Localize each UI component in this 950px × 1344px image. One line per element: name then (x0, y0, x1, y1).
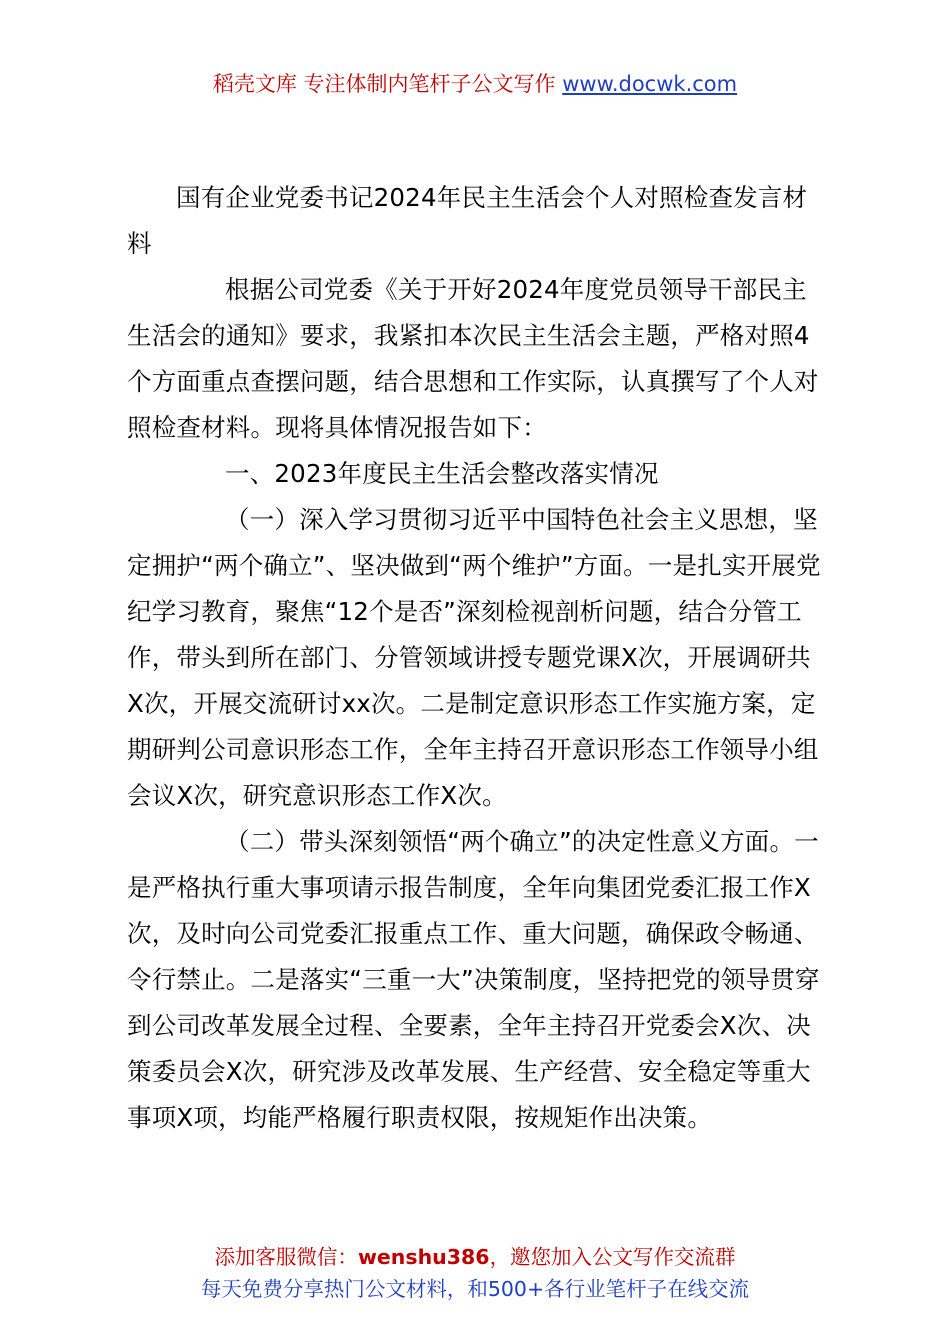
site-link[interactable]: www.docwk.com (562, 72, 738, 96)
document-body (127, 175, 827, 1141)
intro-paragraph: 根据公司党委《关于开好2024年度党员领导干部民主生活会的通知》要求，我紧扣本次民主生活会主题，严格对照4个方面重点查摆问题，结合思想和工作实际，认真撰写了个人对照检查材料。现将具体情况报告如下： (127, 275, 819, 442)
watermark-header (0, 68, 950, 98)
header-slogan: 稻壳文库 专注体制内笔杆子公文写作 (212, 72, 563, 96)
footer-wechat-id: wenshu386 (357, 1245, 490, 1269)
footer-wechat-prefix: 添加客服微信： (214, 1245, 358, 1269)
document-title: 国有企业党委书记2024年民主生活会个人对照检查发言材料 (127, 183, 808, 258)
footer-promo-line: 每天免费分享热门公文材料，和500+各行业笔杆子在线交流 (200, 1277, 750, 1301)
footer-wechat-line (0, 1240, 950, 1270)
subsection-1-paragraph: （一）深入学习贯彻习近平中国特色社会主义思想，坚定拥护“两个确立”、坚决做到“两个维护”方面。一是扎实开展党纪学习教育，聚焦“12个是否”深刻检视剖析问题，结合分管工作，带头到所在部门、分管领域讲授专题党课X次，开展调研共X次，开展交流研讨xx次。二是制定意识形态工作实施方案，定期研判公司意识形态工作，全年主持召开意识形态工作领导小组会议X次，研究意识形态工作X次。 (127, 505, 821, 810)
section-heading-1: 一、2023年度民主生活会整改落实情况 (225, 459, 659, 488)
footer-wechat-suffix: ，邀您加入公文写作交流群 (489, 1245, 736, 1269)
subsection-2-paragraph: （二）带头深刻领悟“两个确立”的决定性意义方面。一是严格执行重大事项请示报告制度，全年向集团党委汇报工作X次，及时向公司党委汇报重点工作、重大问题，确保政令畅通、令行禁止。二是落实“三重一大”决策制度，坚持把党的领导贯穿到公司改革发展全过程、全要素，全年主持召开党委会X次、决策委员会X次，研究涉及改革发展、生产经营、安全稳定等重大事项X项，均能严格履行职责权限，按规矩作出决策。 (127, 827, 820, 1132)
